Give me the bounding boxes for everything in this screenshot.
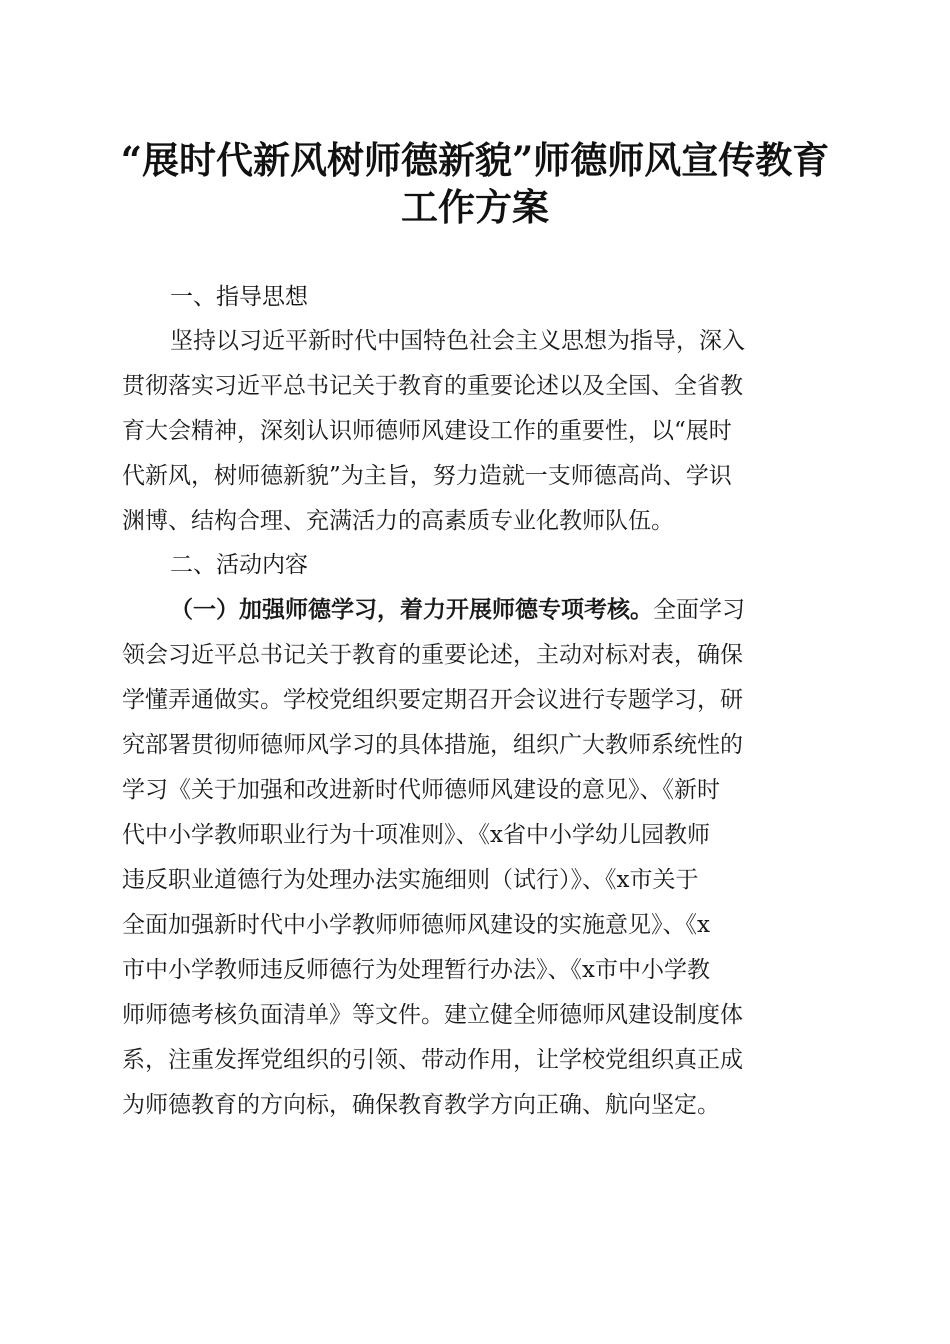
item-lead-continuation: 全面学习 — [653, 597, 745, 623]
paragraph-line: 渊博、结构合理、充满活力的高素质专业化教师队伍。 — [122, 508, 674, 534]
paragraph-line: 市中小学教师违反师德行为处理暂行办法》、《x市中小学教 — [122, 957, 710, 983]
paragraph-line: 坚持以习近平新时代中国特色社会主义思想为指导，深入 — [170, 328, 745, 354]
paragraph-line: 领会习近平总书记关于教育的重要论述，主动对标对表，确保 — [122, 642, 743, 668]
paragraph-line: 学习《关于加强和改进新时代师德师风建设的意见》、《新时 — [122, 777, 720, 803]
paragraph-first-line — [170, 587, 822, 633]
paragraph-line: 为师德教育的方向标，确保教育教学方向正确、航向坚定。 — [122, 1092, 720, 1118]
paragraph-line: 学懂弄通做实。学校党组织要定期召开会议进行专题学习，研 — [122, 687, 743, 713]
paragraph-line: 育大会精神，深刻认识师德师风建设工作的重要性，以“展时 — [122, 418, 732, 444]
paragraph-line: 师师德考核负面清单》等文件。建立健全师德师风建设制度体 — [122, 1002, 743, 1028]
document-title-line-2: 工作方案 — [401, 185, 549, 229]
item-lead-text: （一）加强师德学习，着力开展师德专项考核。 — [170, 596, 653, 623]
section-heading-activity-content: 二、活动内容 — [170, 552, 308, 578]
paragraph-line: 代新风，树师德新貌”为主旨，努力造就一支师德高尚、学识 — [122, 463, 732, 489]
paragraph-line: 系，注重发挥党组织的引领、带动作用，让学校党组织真正成 — [122, 1047, 743, 1073]
section-heading-guiding-ideology: 一、指导思想 — [170, 284, 308, 310]
paragraph-line: 违反职业道德行为处理办法实施细则（试行）》、《x市关于 — [122, 867, 699, 893]
paragraph-line: 究部署贯彻师德师风学习的具体措施，组织广大教师系统性的 — [122, 732, 743, 758]
paragraph-line: 代中小学教师职业行为十项准则》、《x省中小学幼儿园教师 — [122, 822, 710, 848]
paragraph-line: 贯彻落实习近平总书记关于教育的重要论述以及全国、全省教 — [122, 373, 743, 399]
paragraph-line: 全面加强新时代中小学教师师德师风建设的实施意见》、《x — [122, 912, 710, 938]
document-title-line-1: “展时代新风树师德新貌”师德师风宣传教育 — [120, 138, 830, 182]
